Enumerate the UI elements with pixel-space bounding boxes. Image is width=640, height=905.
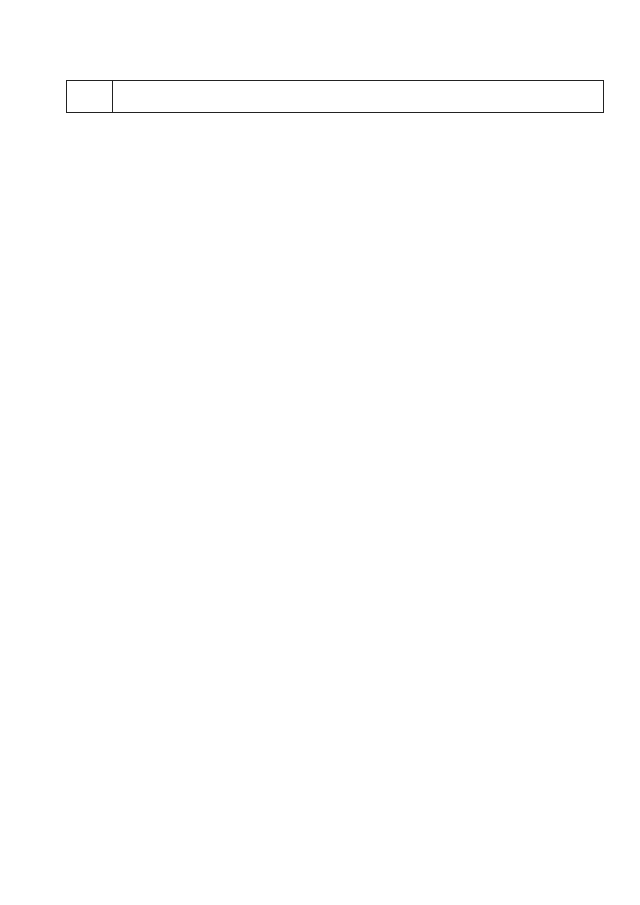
section-number [67, 81, 113, 113]
section-title [113, 81, 604, 113]
section-3-header [67, 81, 604, 113]
table-row [67, 81, 604, 113]
tariff-table [66, 80, 604, 113]
